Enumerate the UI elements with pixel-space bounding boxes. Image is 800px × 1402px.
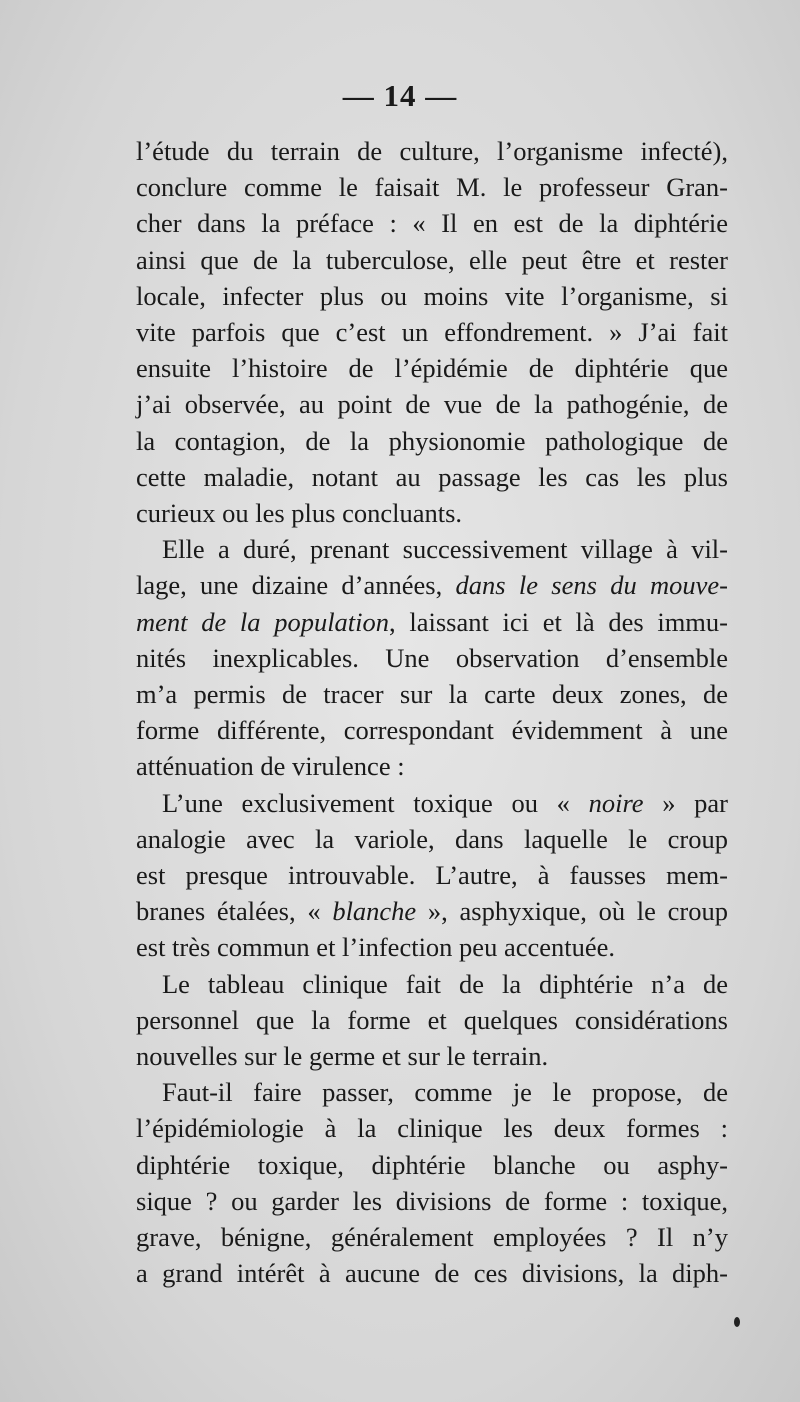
- text-line: [136, 205, 728, 241]
- text-line-content: diphtérie toxique, diphtérie blanche ou asphy-: [136, 1149, 728, 1180]
- text-line-content: la contagion, de la physionomie pathologique de: [136, 425, 728, 456]
- text-line: [136, 350, 728, 386]
- text-line: [136, 1183, 728, 1219]
- text-line-content: j’ai observée, au point de vue de la pathogénie, de: [136, 389, 728, 420]
- text-line-content: a grand intérêt à aucune de ces divisions, la diph-: [136, 1258, 728, 1289]
- text-line-content: ainsi que de la tuberculose, elle peut être et rester: [136, 244, 728, 275]
- text-line-content: cette maladie, notant au passage les cas les plus: [136, 461, 728, 492]
- text-line-content: grave, bénigne, généralement employées ? Il n’y: [136, 1222, 728, 1253]
- text-line: [136, 929, 728, 965]
- text-line-content: m’a permis de tracer sur la carte deux zones, de: [136, 679, 728, 710]
- text-line: [136, 676, 728, 712]
- text-line: [136, 712, 728, 748]
- text-line: [136, 604, 728, 640]
- text-segment: L’une exclusivement toxique ou «: [162, 787, 589, 818]
- body-text: [136, 133, 728, 1292]
- text-line: [136, 821, 728, 857]
- text-line-content: est presque introuvable. L’autre, à fausses mem-: [136, 860, 728, 891]
- text-line: [136, 495, 728, 531]
- text-line: [136, 1219, 728, 1255]
- italic-segment: noire: [588, 787, 644, 818]
- text-line: [136, 169, 728, 205]
- text-line: [136, 1110, 728, 1146]
- text-line: [136, 133, 728, 169]
- text-line-content: vite parfois que c’est un effondrement. » J’ai fait: [136, 317, 728, 348]
- text-line-content: analogie avec la variole, dans laquelle le croup: [136, 823, 728, 854]
- italic-segment: blanche: [332, 896, 417, 927]
- text-line: [136, 1002, 728, 1038]
- text-line: [136, 640, 728, 676]
- text-line-content: est très commun et l’infection peu accentuée.: [136, 932, 616, 963]
- text-line: [136, 531, 728, 567]
- text-line: [136, 748, 728, 784]
- text-segment: » par: [643, 787, 729, 818]
- text-line: [136, 785, 728, 821]
- text-line-content: l’épidémiologie à la clinique les deux formes :: [136, 1113, 728, 1144]
- text-line-content: atténuation de virulence :: [136, 751, 405, 782]
- text-line-content: Elle a duré, prenant successivement village à vil-: [162, 534, 728, 565]
- text-line: [136, 893, 728, 929]
- text-line-content: nités inexplicables. Une observation d’ensemble: [136, 642, 728, 673]
- text-line-content: conclure comme le faisait M. le professeur Gran-: [136, 172, 728, 203]
- text-line-content: Le tableau clinique fait de la diphtérie n’a de: [162, 968, 728, 999]
- text-line-content: personnel que la forme et quelques considérations: [136, 1004, 728, 1035]
- text-line: [136, 459, 728, 495]
- text-line: [136, 1255, 728, 1291]
- page-number: — 14 —: [342, 78, 458, 113]
- text-segment: , laissant ici et là des immu-: [389, 606, 728, 637]
- text-line: [136, 1038, 728, 1074]
- text-segment: », asphyxique, où le croup: [416, 896, 728, 927]
- text-line-content: forme différente, correspondant évidemment à une: [136, 715, 728, 746]
- text-line: [136, 567, 728, 603]
- ink-speck: [734, 1317, 740, 1327]
- text-segment: branes étalées, «: [136, 896, 333, 927]
- text-line: [136, 278, 728, 314]
- text-segment: lage, une dizaine d’années,: [136, 570, 456, 601]
- text-line-content: nouvelles sur le germe et sur le terrain.: [136, 1041, 549, 1072]
- text-line: [136, 423, 728, 459]
- text-line-content: curieux ou les plus concluants.: [136, 498, 463, 529]
- text-line: [136, 1147, 728, 1183]
- text-line: [136, 1074, 728, 1110]
- text-line: [136, 242, 728, 278]
- text-line: [136, 386, 728, 422]
- text-line: [136, 857, 728, 893]
- italic-segment: ment de la population: [136, 606, 390, 637]
- italic-segment: dans le sens du mouve-: [455, 570, 728, 601]
- text-line-content: Faut-il faire passer, comme je le propose, de: [162, 1077, 728, 1108]
- text-line: [136, 314, 728, 350]
- text-line-content: sique ? ou garder les divisions de forme : toxique,: [136, 1185, 728, 1216]
- text-line-content: cher dans la préface : « Il en est de la diphtérie: [136, 208, 728, 239]
- text-line-content: l’étude du terrain de culture, l’organisme infecté),: [136, 136, 728, 166]
- text-line-content: ensuite l’histoire de l’épidémie de diphtérie que: [136, 353, 728, 384]
- text-line-content: locale, infecter plus ou moins vite l’organisme, si: [136, 280, 728, 311]
- text-line: [136, 966, 728, 1002]
